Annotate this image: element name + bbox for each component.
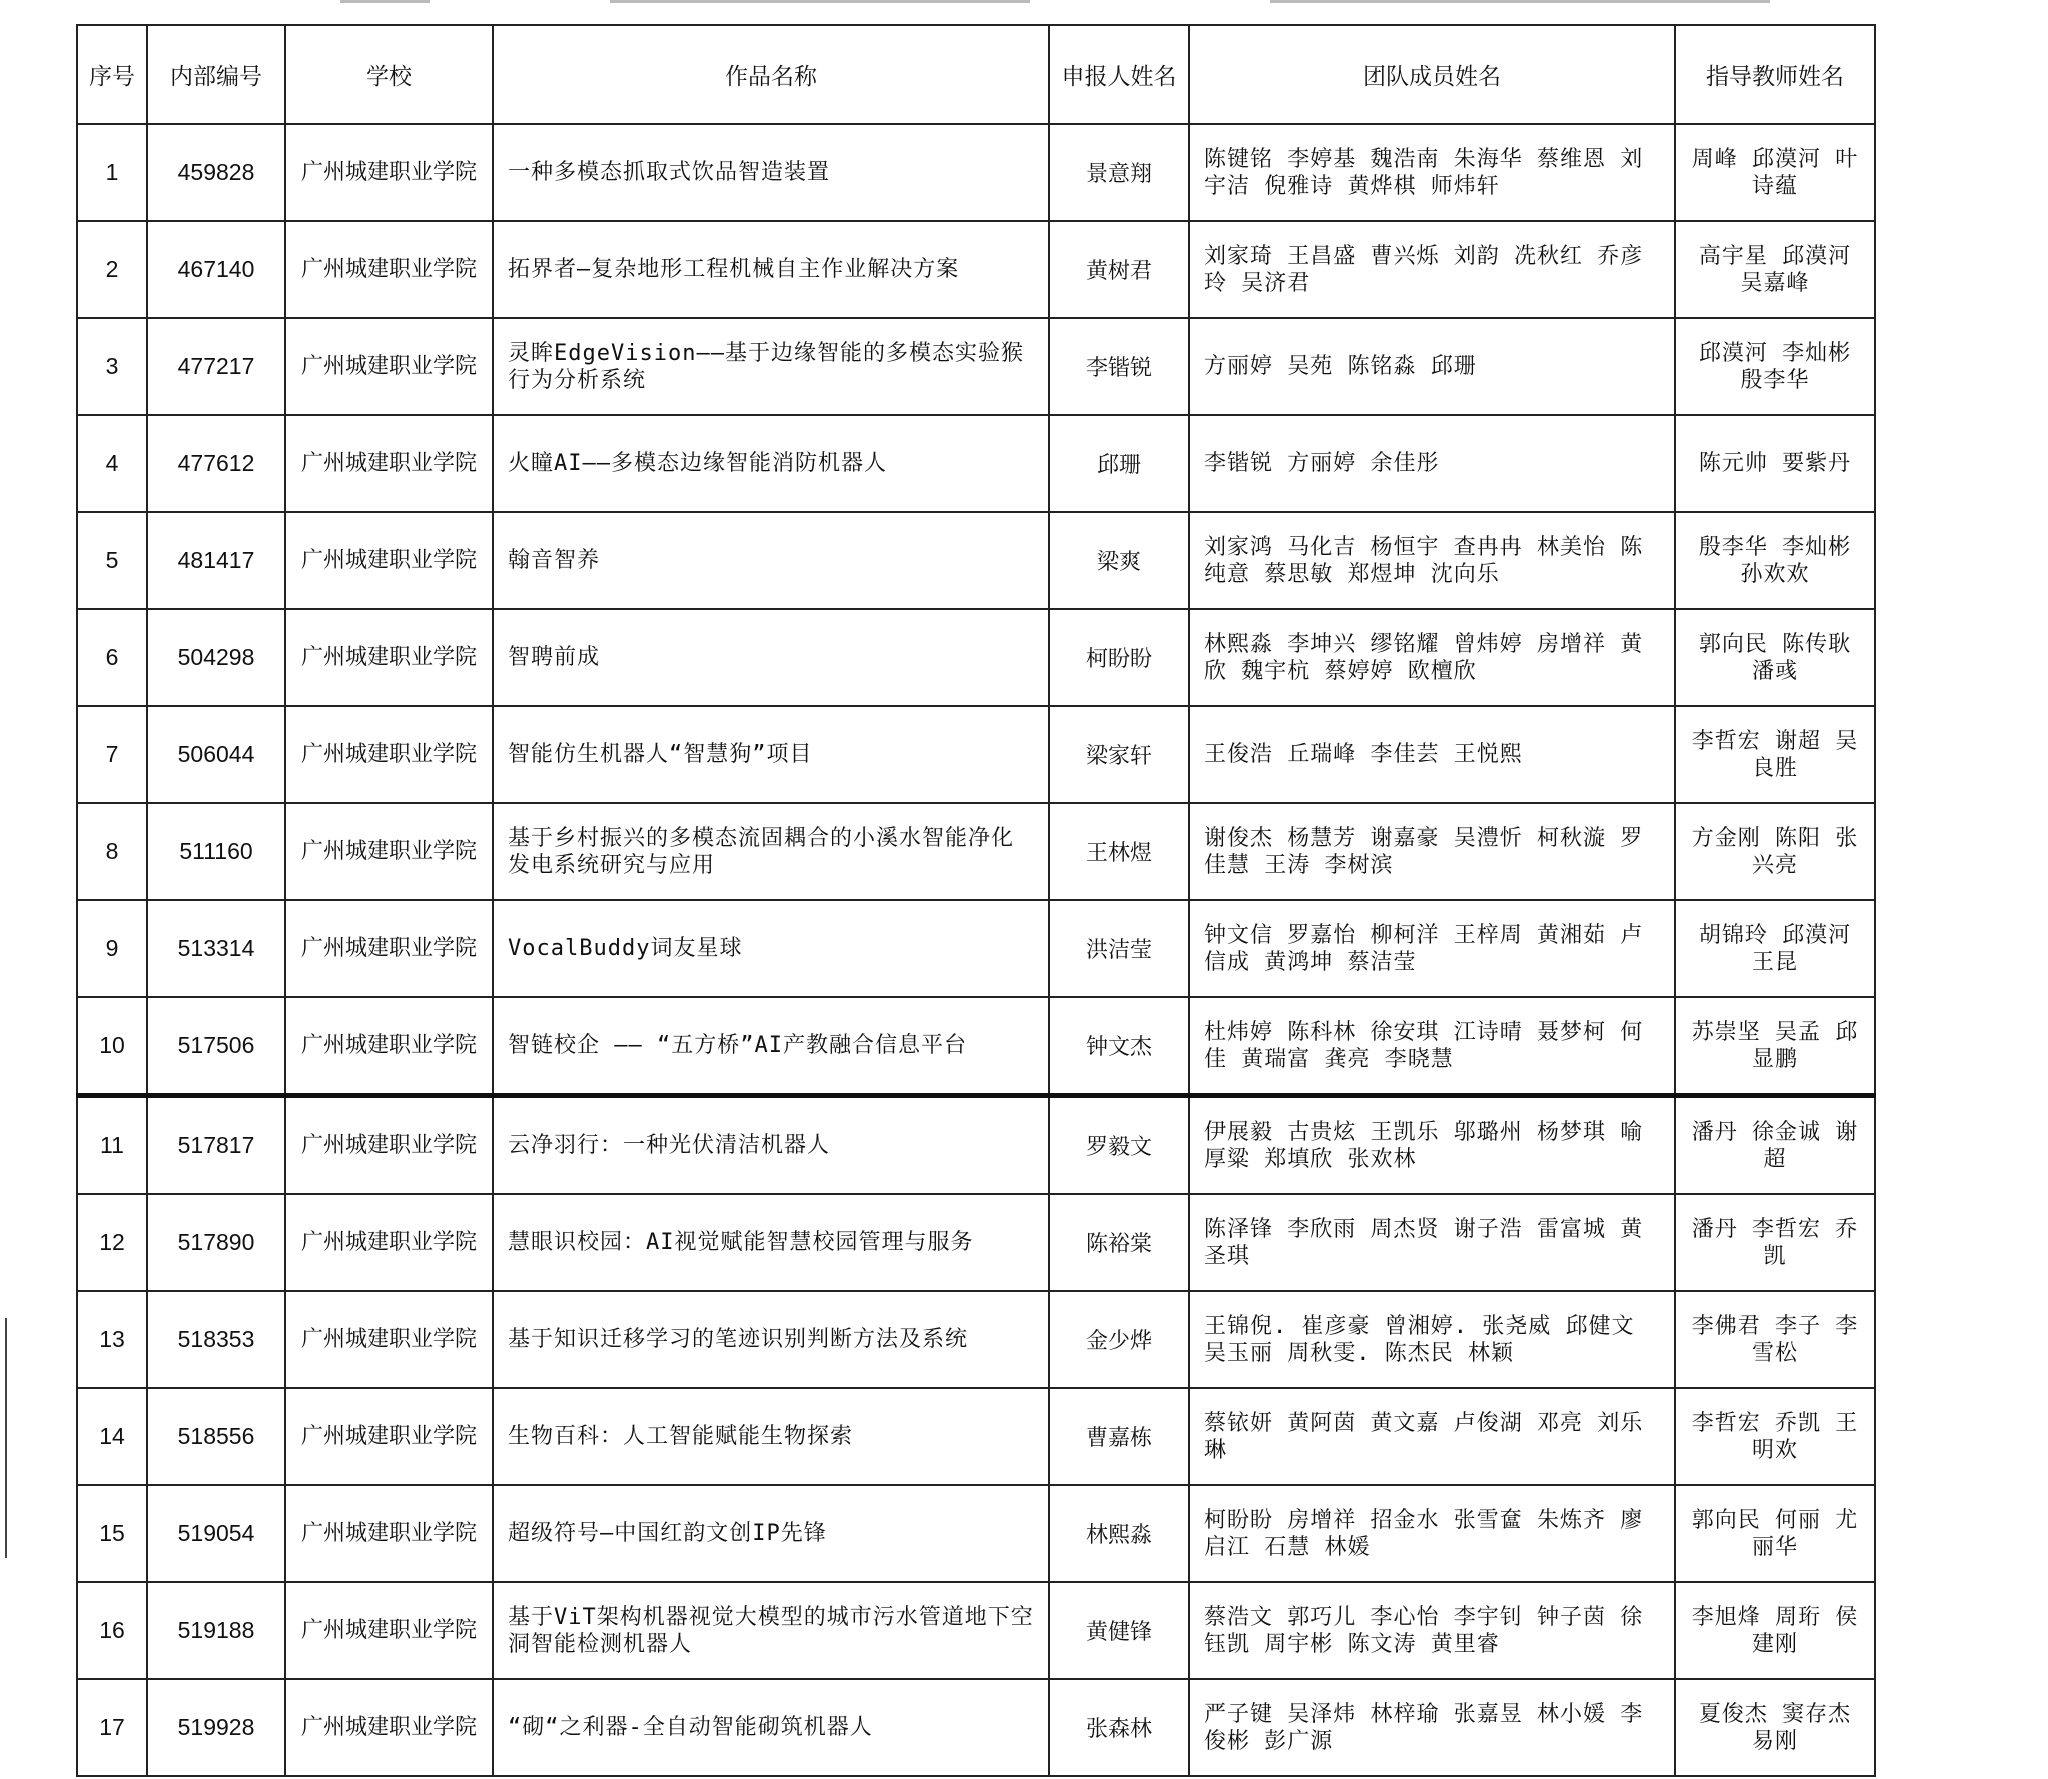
cell-code: 517890 — [147, 1194, 285, 1291]
cell-code: 477217 — [147, 318, 285, 415]
cell-team: 钟文信 罗嘉怡 柳柯洋 王梓周 黄湘茹 卢信成 黄鸿坤 蔡洁莹 — [1189, 900, 1675, 997]
cell-school: 广州城建职业学院 — [285, 124, 493, 221]
cell-code: 518353 — [147, 1291, 285, 1388]
cell-applicant: 陈裕棠 — [1049, 1194, 1189, 1291]
header-advisor: 指导教师姓名 — [1675, 25, 1875, 124]
cell-code: 504298 — [147, 609, 285, 706]
cell-applicant: 曹嘉栋 — [1049, 1388, 1189, 1485]
cell-title: “砌“之利器-全自动智能砌筑机器人 — [493, 1679, 1049, 1776]
cell-code: 506044 — [147, 706, 285, 803]
cell-code: 519928 — [147, 1679, 285, 1776]
table-row — [77, 1582, 1875, 1679]
cell-team: 蔡浩文 郭巧儿 李心怡 李宇钊 钟子茵 徐钰凯 周宇彬 陈文涛 黄里睿 — [1189, 1582, 1675, 1679]
cell-advisor: 苏崇坚 吴孟 邱显鹏 — [1675, 997, 1875, 1096]
cell-code: 477612 — [147, 415, 285, 512]
cell-school: 广州城建职业学院 — [285, 1485, 493, 1582]
cell-team: 王俊浩 丘瑞峰 李佳芸 王悦熙 — [1189, 706, 1675, 803]
cell-advisor: 潘丹 徐金诚 谢超 — [1675, 1096, 1875, 1195]
cell-code: 517817 — [147, 1096, 285, 1195]
cell-seq: 15 — [77, 1485, 147, 1582]
table-row — [77, 803, 1875, 900]
cell-team: 陈键铭 李婷基 魏浩南 朱海华 蔡维恩 刘宇洁 倪雅诗 黄烨棋 师炜轩 — [1189, 124, 1675, 221]
cell-title: 智聘前成 — [493, 609, 1049, 706]
cell-advisor: 方金刚 陈阳 张兴亮 — [1675, 803, 1875, 900]
table-row — [77, 124, 1875, 221]
cell-title: 云净羽行：一种光伏清洁机器人 — [493, 1096, 1049, 1195]
cell-applicant: 金少烨 — [1049, 1291, 1189, 1388]
table-row — [77, 415, 1875, 512]
cell-seq: 1 — [77, 124, 147, 221]
cell-applicant: 钟文杰 — [1049, 997, 1189, 1096]
cell-advisor: 邱漠河 李灿彬 殷李华 — [1675, 318, 1875, 415]
cell-team: 伊展毅 古贵炫 王凯乐 邬璐州 杨梦琪 喻厚粱 郑填欣 张欢林 — [1189, 1096, 1675, 1195]
cell-title: 灵眸EdgeVision——基于边缘智能的多模态实验猴行为分析系统 — [493, 318, 1049, 415]
cell-school: 广州城建职业学院 — [285, 1096, 493, 1195]
cell-advisor: 周峰 邱漠河 叶诗蕴 — [1675, 124, 1875, 221]
table-row — [77, 1194, 1875, 1291]
cell-school: 广州城建职业学院 — [285, 512, 493, 609]
cell-title: 拓界者—复杂地形工程机械自主作业解决方案 — [493, 221, 1049, 318]
cell-seq: 17 — [77, 1679, 147, 1776]
table-row — [77, 1096, 1875, 1195]
cell-advisor: 郭向民 何丽 尤丽华 — [1675, 1485, 1875, 1582]
cell-applicant: 罗毅文 — [1049, 1096, 1189, 1195]
cell-applicant: 黄树君 — [1049, 221, 1189, 318]
cell-seq: 12 — [77, 1194, 147, 1291]
header-title: 作品名称 — [493, 25, 1049, 124]
cell-applicant: 柯盼盼 — [1049, 609, 1189, 706]
cell-applicant: 梁家轩 — [1049, 706, 1189, 803]
cell-seq: 11 — [77, 1096, 147, 1195]
cell-team: 蔡铱妍 黄阿茵 黄文嘉 卢俊湖 邓亮 刘乐琳 — [1189, 1388, 1675, 1485]
cell-team: 李锴锐 方丽婷 余佳彤 — [1189, 415, 1675, 512]
cell-team: 方丽婷 吴苑 陈铭淼 邱珊 — [1189, 318, 1675, 415]
cell-school: 广州城建职业学院 — [285, 609, 493, 706]
cell-seq: 5 — [77, 512, 147, 609]
cell-advisor: 夏俊杰 窦存杰 易刚 — [1675, 1679, 1875, 1776]
cell-seq: 6 — [77, 609, 147, 706]
cell-advisor: 李哲宏 谢超 吴良胜 — [1675, 706, 1875, 803]
cell-title: 火瞳AI——多模态边缘智能消防机器人 — [493, 415, 1049, 512]
cell-school: 广州城建职业学院 — [285, 415, 493, 512]
cell-applicant: 王林煜 — [1049, 803, 1189, 900]
cell-applicant: 景意翔 — [1049, 124, 1189, 221]
table-row — [77, 900, 1875, 997]
cell-code: 511160 — [147, 803, 285, 900]
cell-code: 459828 — [147, 124, 285, 221]
cell-title: 慧眼识校园：AI视觉赋能智慧校园管理与服务 — [493, 1194, 1049, 1291]
cell-school: 广州城建职业学院 — [285, 803, 493, 900]
cell-school: 广州城建职业学院 — [285, 706, 493, 803]
cell-title: 基于知识迁移学习的笔迹识别判断方法及系统 — [493, 1291, 1049, 1388]
cell-school: 广州城建职业学院 — [285, 1388, 493, 1485]
cell-team: 刘家琦 王昌盛 曹兴烁 刘韵 冼秋红 乔彦玲 吴济君 — [1189, 221, 1675, 318]
header-school: 学校 — [285, 25, 493, 124]
cell-seq: 14 — [77, 1388, 147, 1485]
table-row — [77, 1291, 1875, 1388]
cell-code: 467140 — [147, 221, 285, 318]
table-row — [77, 512, 1875, 609]
cell-advisor: 胡锦玲 邱漠河 王昆 — [1675, 900, 1875, 997]
scan-edge-mark — [5, 1318, 7, 1558]
cell-seq: 9 — [77, 900, 147, 997]
cell-team: 柯盼盼 房增祥 招金水 张雪奩 朱炼齐 廖启江 石慧 林媛 — [1189, 1485, 1675, 1582]
table-row — [77, 1485, 1875, 1582]
cell-school: 广州城建职业学院 — [285, 997, 493, 1096]
cell-seq: 16 — [77, 1582, 147, 1679]
cell-code: 513314 — [147, 900, 285, 997]
cell-team: 严子键 吴泽炜 林梓瑜 张嘉昱 林小媛 李俊彬 彭广源 — [1189, 1679, 1675, 1776]
cell-applicant: 洪洁莹 — [1049, 900, 1189, 997]
cell-title: 智链校企 —— “五方桥”AI产教融合信息平台 — [493, 997, 1049, 1096]
cell-applicant: 张森林 — [1049, 1679, 1189, 1776]
cell-team: 陈泽锋 李欣雨 周杰贤 谢子浩 雷富城 黄圣琪 — [1189, 1194, 1675, 1291]
table-row — [77, 1388, 1875, 1485]
cell-applicant: 林熙淼 — [1049, 1485, 1189, 1582]
cell-advisor: 殷李华 李灿彬 孙欢欢 — [1675, 512, 1875, 609]
cell-code: 517506 — [147, 997, 285, 1096]
cell-applicant: 李锴锐 — [1049, 318, 1189, 415]
cell-advisor: 郭向民 陈传耿 潘彧 — [1675, 609, 1875, 706]
table-row — [77, 997, 1875, 1096]
header-team: 团队成员姓名 — [1189, 25, 1675, 124]
cell-team: 谢俊杰 杨慧芳 谢嘉豪 吴澧忻 柯秋漩 罗佳慧 王涛 李树滨 — [1189, 803, 1675, 900]
cell-title: 基于乡村振兴的多模态流固耦合的小溪水智能净化发电系统研究与应用 — [493, 803, 1049, 900]
cell-title: 智能仿生机器人“智慧狗”项目 — [493, 706, 1049, 803]
cell-seq: 10 — [77, 997, 147, 1096]
scan-smudge — [1270, 0, 1770, 3]
cell-seq: 2 — [77, 221, 147, 318]
cell-seq: 13 — [77, 1291, 147, 1388]
cell-seq: 4 — [77, 415, 147, 512]
cell-code: 518556 — [147, 1388, 285, 1485]
cell-title: VocalBuddy词友星球 — [493, 900, 1049, 997]
cell-advisor: 李旭烽 周珩 侯建刚 — [1675, 1582, 1875, 1679]
cell-code: 519054 — [147, 1485, 285, 1582]
scan-smudge — [610, 0, 1030, 3]
cell-applicant: 梁爽 — [1049, 512, 1189, 609]
cell-school: 广州城建职业学院 — [285, 1679, 493, 1776]
scan-smudge — [340, 0, 430, 3]
cell-title: 生物百科：人工智能赋能生物探索 — [493, 1388, 1049, 1485]
cell-code: 481417 — [147, 512, 285, 609]
cell-seq: 7 — [77, 706, 147, 803]
cell-title: 基于ViT架构机器视觉大模型的城市污水管道地下空洞智能检测机器人 — [493, 1582, 1049, 1679]
cell-seq: 3 — [77, 318, 147, 415]
table-row — [77, 1679, 1875, 1776]
cell-school: 广州城建职业学院 — [285, 1582, 493, 1679]
cell-applicant: 黄健锋 — [1049, 1582, 1189, 1679]
cell-applicant: 邱珊 — [1049, 415, 1189, 512]
cell-advisor: 潘丹 李哲宏 乔凯 — [1675, 1194, 1875, 1291]
cell-advisor: 陈元帅 要紫丹 — [1675, 415, 1875, 512]
cell-title: 翰音智养 — [493, 512, 1049, 609]
cell-school: 广州城建职业学院 — [285, 318, 493, 415]
header-applicant: 申报人姓名 — [1049, 25, 1189, 124]
cell-school: 广州城建职业学院 — [285, 900, 493, 997]
cell-team: 杜炜婷 陈科林 徐安琪 江诗晴 聂梦柯 何佳 黄瑞富 龚亮 李晓慧 — [1189, 997, 1675, 1096]
header-seq: 序号 — [77, 25, 147, 124]
cell-team: 林熙淼 李坤兴 缪铭耀 曾炜婷 房增祥 黄欣 魏宇杭 蔡婷婷 欧檀欣 — [1189, 609, 1675, 706]
cell-team: 刘家鸿 马化吉 杨恒宇 查冉冉 林美怡 陈纯意 蔡思敏 郑煜坤 沈向乐 — [1189, 512, 1675, 609]
table-row — [77, 706, 1875, 803]
cell-advisor: 高宇星 邱漠河 吴嘉峰 — [1675, 221, 1875, 318]
cell-school: 广州城建职业学院 — [285, 1291, 493, 1388]
cell-code: 519188 — [147, 1582, 285, 1679]
cell-school: 广州城建职业学院 — [285, 221, 493, 318]
cell-seq: 8 — [77, 803, 147, 900]
cell-title: 超级符号—中国红韵文创IP先锋 — [493, 1485, 1049, 1582]
table-row — [77, 318, 1875, 415]
cell-title: 一种多模态抓取式饮品智造装置 — [493, 124, 1049, 221]
cell-team: 王锦倪. 崔彦豪 曾湘婷. 张尧威 邱健文 吴玉丽 周秋雯. 陈杰民 林颖 — [1189, 1291, 1675, 1388]
award-list-table — [76, 24, 1876, 1777]
table-row — [77, 609, 1875, 706]
cell-advisor: 李佛君 李子 李雪松 — [1675, 1291, 1875, 1388]
table-header-row — [77, 25, 1875, 124]
header-code: 内部编号 — [147, 25, 285, 124]
cell-advisor: 李哲宏 乔凯 王明欢 — [1675, 1388, 1875, 1485]
cell-school: 广州城建职业学院 — [285, 1194, 493, 1291]
table-row — [77, 221, 1875, 318]
